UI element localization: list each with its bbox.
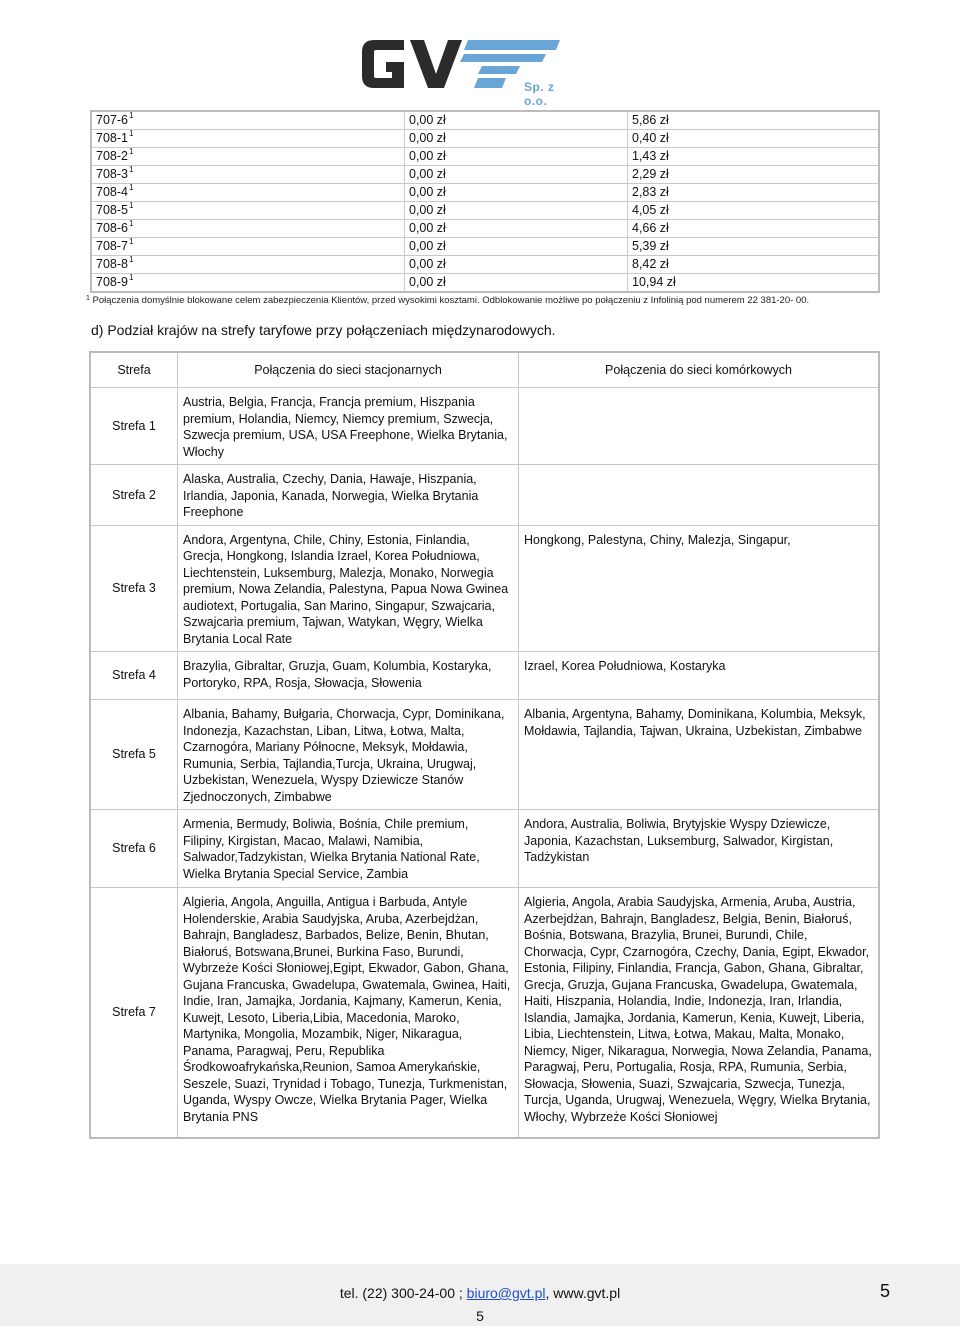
rate-code [91, 184, 405, 202]
footnote [85, 295, 809, 306]
zone-name: Strefa 1 [90, 388, 178, 465]
zone-mobile-countries [519, 465, 880, 526]
rate-code [91, 274, 405, 293]
rate-connect: 0,00 zł [405, 202, 628, 220]
rate-code-sup: 1 [128, 111, 134, 120]
zone-row [90, 810, 879, 888]
rate-code-text: 708-4 [96, 185, 128, 199]
company-logo [360, 30, 580, 108]
rate-connect: 0,00 zł [405, 256, 628, 274]
rate-code-text: 708-8 [96, 257, 128, 271]
zone-name: Strefa 4 [90, 652, 178, 700]
zone-fixed-countries: Austria, Belgia, Francja, Francja premium, Hiszpania premium, Holandia, Niemcy, Niemcy premium, Szwecja, Szwecja premium, USA, USA Freephone, Wielka Brytania, Włochy [178, 388, 519, 465]
zone-row [90, 652, 879, 700]
rate-connect: 0,00 zł [405, 274, 628, 293]
rate-row [91, 111, 879, 130]
footer-phone: tel. (22) 300-24-00 ; [339, 1285, 467, 1301]
rate-price: 4,05 zł [628, 202, 880, 220]
rate-code-sup: 1 [128, 219, 134, 228]
rate-code-sup: 1 [128, 237, 134, 246]
rate-row [91, 166, 879, 184]
rate-price: 8,42 zł [628, 256, 880, 274]
rate-code [91, 166, 405, 184]
zone-row [90, 700, 879, 810]
rate-code-text: 708-7 [96, 239, 128, 253]
rate-code-sup: 1 [128, 183, 134, 192]
rate-code-text: 707-6 [96, 113, 128, 127]
rate-code-sup: 1 [128, 273, 134, 282]
rate-row [91, 184, 879, 202]
zone-name: Strefa 2 [90, 465, 178, 526]
zone-fixed-countries: Armenia, Bermudy, Boliwia, Bośnia, Chile premium, Filipiny, Kirgistan, Macao, Malawi, Namibia, Salwador,Tadzykistan, Wielka Brytania National Rate, Wielka Brytania Special Service, Zambia [178, 810, 519, 888]
zones-table [89, 351, 880, 1139]
rate-code [91, 220, 405, 238]
zone-row [90, 465, 879, 526]
zone-row [90, 388, 879, 465]
rate-code [91, 111, 405, 130]
rate-code-sup: 1 [128, 201, 134, 210]
rates-table [90, 110, 880, 293]
footer-contact [0, 1285, 960, 1301]
rate-code [91, 256, 405, 274]
rate-code-text: 708-1 [96, 131, 128, 145]
rate-connect: 0,00 zł [405, 130, 628, 148]
zone-fixed-countries: Albania, Bahamy, Bułgaria, Chorwacja, Cypr, Dominikana, Indonezja, Kazachstan, Liban, Litwa, Łotwa, Malta, Czarnogóra, Mariany Północne, Meksyk, Mołdawia, Rumunia, Serbia, Tajlandia,Turcja, Ukraina, Urugwaj, Uzbekistan, Wenezuela, Wyspy Dziewicze Stanów Zjednoczonych, Zimbabwe [178, 700, 519, 810]
zone-mobile-countries: Hongkong, Palestyna, Chiny, Malezja, Singapur, [519, 525, 880, 652]
zone-mobile-countries [519, 388, 880, 465]
logo-subtitle: Sp. z o.o. [524, 80, 555, 108]
zone-row [90, 888, 879, 1138]
rate-row [91, 256, 879, 274]
rate-row [91, 238, 879, 256]
zone-name: Strefa 3 [90, 525, 178, 652]
rate-price: 5,86 zł [628, 111, 880, 130]
rate-code-sup: 1 [128, 255, 134, 264]
rate-code [91, 148, 405, 166]
rate-code-text: 708-6 [96, 221, 128, 235]
footnote-mark: 1 [86, 295, 90, 302]
rate-code [91, 202, 405, 220]
rate-connect: 0,00 zł [405, 111, 628, 130]
rate-row [91, 220, 879, 238]
rate-price: 4,66 zł [628, 220, 880, 238]
header-mobile: Połączenia do sieci komórkowych [519, 352, 880, 388]
rate-connect: 0,00 zł [405, 238, 628, 256]
zone-name: Strefa 6 [90, 810, 178, 888]
rate-price: 0,40 zł [628, 130, 880, 148]
zones-header-row [90, 352, 879, 388]
footnote-text: Połączenia domyślnie blokowane celem zabezpieczenia Klientów, przed wysokimi kosztami. Odblokowanie możliwe po połączeniu z Infolinią pod numerem 22 381-20- 00. [92, 295, 810, 306]
rate-row [91, 148, 879, 166]
zone-mobile-countries: Izrael, Korea Południowa, Kostaryka [519, 652, 880, 700]
rate-row [91, 130, 879, 148]
rate-code-text: 708-5 [96, 203, 128, 217]
rate-code-text: 708-3 [96, 167, 128, 181]
footer-email-link[interactable]: biuro@gvt.pl [466, 1285, 546, 1301]
zone-name: Strefa 7 [90, 888, 178, 1138]
header-fixed: Połączenia do sieci stacjonarnych [178, 352, 519, 388]
rate-code-sup: 1 [128, 129, 134, 138]
rate-code-text: 708-2 [96, 149, 128, 163]
rate-connect: 0,00 zł [405, 220, 628, 238]
page-number: 5 [879, 1281, 890, 1301]
zone-mobile-countries: Andora, Australia, Boliwia, Brytyjskie Wyspy Dziewicze, Japonia, Kazachstan, Luksemburg, Salwador, Kirgistan, Tadżykistan [519, 810, 880, 888]
rate-price: 10,94 zł [628, 274, 880, 293]
rate-code-text: 708-9 [96, 275, 128, 289]
zone-fixed-countries: Andora, Argentyna, Chile, Chiny, Estonia, Finlandia, Grecja, Hongkong, Islandia Izrael, Korea Południowa, Liechtenstein, Luksemburg, Malezja, Monako, Norwegia premium, Nowa Zelandia, Palestyna, Papua Nowa Gwinea audiotext, Portugalia, San Marino, Singapur, Szwajcaria, Szwajcaria premium, Tajwan, Watykan, Węgry, Wielka Brytania Local Rate [178, 525, 519, 652]
rate-code-sup: 1 [128, 147, 134, 156]
rate-connect: 0,00 zł [405, 166, 628, 184]
rate-connect: 0,00 zł [405, 148, 628, 166]
rate-row [91, 202, 879, 220]
rate-price: 2,29 zł [628, 166, 880, 184]
rate-price: 1,43 zł [628, 148, 880, 166]
zone-fixed-countries: Brazylia, Gibraltar, Gruzja, Guam, Kolumbia, Kostaryka, Portoryko, RPA, Rosja, Słowacja, Słowenia [178, 652, 519, 700]
zone-row [90, 525, 879, 652]
section-title: d) Podział krajów na strefy taryfowe przy połączeniach międzynarodowych. [91, 322, 556, 338]
rate-price: 5,39 zł [628, 238, 880, 256]
rate-code-sup: 1 [128, 165, 134, 174]
rate-code [91, 130, 405, 148]
zone-fixed-countries: Algieria, Angola, Anguilla, Antigua i Barbuda, Antyle Holenderskie, Arabia Saudyjska, Aruba, Azerbejdżan, Bahrajn, Bangladesz, Barbados, Belize, Benin, Bhutan, Białoruś, Botswana,Brunei, Burkina Faso, Burundi, Wybrzeże Kości Słoniowej,Egipt, Ekwador, Gabon, Ghana, Gujana Francuska, Gwadelupa, Gwatemala, Gwinea, Haiti, Indie, Iran, Jamajka, Jordania, Kajmany, Kamerun, Kenia, Kuwejt, Lesoto, Liberia,Libia, Macedonia, Maroko, Martynika, Mongolia, Mozambik, Niger, Nikaragua, Panama, Paragwaj, Peru, Republika Środkowoafrykańska,Reunion, Samoa Amerykańskie, Seszele, Suazi, Trynidad i Tobago, Tunezja, Turkmenistan, Uganda, Wyspy Owcze, Wielka Brytania Pager, Wielka Brytania PNS [178, 888, 519, 1138]
zone-name: Strefa 5 [90, 700, 178, 810]
rate-price: 2,83 zł [628, 184, 880, 202]
header-zone: Strefa [90, 352, 178, 388]
zone-mobile-countries: Algieria, Angola, Arabia Saudyjska, Armenia, Aruba, Austria, Azerbejdżan, Bahrajn, Bangladesz, Belgia, Benin, Białoruś, Bośnia, Botswana, Brazylia, Brunei, Burundi, Chile, Chorwacja, Cypr, Czarnogóra, Czechy, Dania, Egipt, Ekwador, Estonia, Filipiny, Finlandia, Francja, Gabon, Ghana, Gibraltar, Grecja, Gruzja, Gujana Francuska, Gwadelupa, Gwatemala, Haiti, Hiszpania, Holandia, Indie, Indonezja, Iran, Irlandia, Islandia, Jamajka, Jordania, Kamerun, Kenia, Kuwejt, Liberia, Libia, Liechtenstein, Litwa, Łotwa, Makau, Malta, Monako, Niemcy, Niger, Nikaragua, Norwegia, Nowa Zelandia, Panama, Paragwaj, Peru, Portugalia, Rosja, RPA, Rumunia, Serbia, Słowacja, Słowenia, Suazi, Szwajcaria, Szwecja, Tunezja, Turcja, Uganda, Urugwaj, Wenezuela, Węgry, Wielka Brytania, Włochy, Wybrzeże Kości Słoniowej [519, 888, 880, 1138]
zone-fixed-countries: Alaska, Australia, Czechy, Dania, Hawaje, Hiszpania, Irlandia, Japonia, Kanada, Norwegia, Wielka Brytania Freephone [178, 465, 519, 526]
rate-code [91, 238, 405, 256]
footer-website: , www.gvt.pl [545, 1285, 621, 1301]
zone-mobile-countries: Albania, Argentyna, Bahamy, Dominikana, Kolumbia, Meksyk, Mołdawia, Tajlandia, Tajwan, Ukraina, Uzbekistan, Zimbabwe [519, 700, 880, 810]
rate-row [91, 274, 879, 293]
rate-connect: 0,00 zł [405, 184, 628, 202]
page-number-center: 5 [476, 1308, 484, 1324]
